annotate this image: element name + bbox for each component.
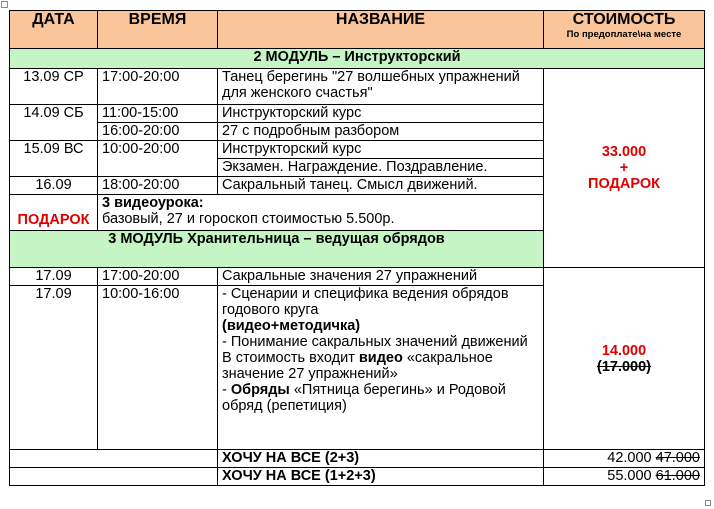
module2-title-row — [10, 49, 705, 69]
module2-price: 33.000 — [601, 144, 647, 160]
time-cell: 10:00-16:00 — [98, 286, 218, 450]
total-old-price: 47.000 — [655, 450, 700, 466]
name-cell: Сакральный танец. Смысл движений. — [218, 177, 544, 195]
empty-cell — [10, 450, 218, 468]
total-price-cell — [544, 450, 705, 468]
date-cell: 16.09 — [10, 177, 98, 195]
name-cell: Экзамен. Награждение. Поздравление. — [218, 159, 544, 177]
time-cell: 17:00-20:00 — [98, 69, 218, 105]
date-text: 14.09 СБ — [23, 105, 84, 121]
date-cell: 17.09 — [10, 268, 98, 286]
time-cell: 10:00-20:00 — [98, 141, 218, 177]
total-label: ХОЧУ НА ВСЕ (2+3) — [218, 450, 544, 468]
time-cell: 16:00-20:00 — [98, 123, 218, 141]
gift-description-cell — [98, 195, 544, 231]
total-row — [10, 450, 705, 468]
rituals-bold: Обряды — [230, 382, 290, 398]
module3-title: 3 МОДУЛЬ Хранительница – ведущая обрядов — [10, 231, 544, 268]
module3-old-price: (17.000) — [596, 358, 651, 375]
module2-price-cell — [544, 69, 705, 268]
header-cost-cell — [544, 11, 705, 49]
name-cell: Танец берегинь "27 волшебных упражнений для женского счастья" — [218, 69, 544, 105]
meaning-text: - Понимание сакральных значений движений — [222, 334, 528, 350]
date-cell: 15.09 ВС — [10, 141, 98, 177]
module2-price-plus: + — [619, 160, 629, 176]
module2-title: 2 МОДУЛЬ – Инструкторский — [10, 49, 705, 69]
header-date: ДАТА — [10, 11, 98, 49]
date-cell: 17.09 — [10, 286, 98, 450]
header-time: ВРЕМЯ — [98, 11, 218, 49]
name-cell: Сакральные значения 27 упражнений — [218, 268, 544, 286]
gift-text: базовый, 27 и гороскоп стоимостью 5.500р. — [102, 211, 395, 227]
schedule-table — [9, 10, 705, 486]
time-cell: 11:00-15:00 — [98, 105, 218, 123]
total-old-price: 61.000 — [655, 468, 700, 484]
date-cell — [10, 105, 98, 141]
module3-price: 14.000 — [601, 342, 647, 359]
total-price: 55.000 — [607, 468, 652, 484]
name-cell — [218, 286, 544, 450]
total-label: ХОЧУ НА ВСЕ (1+2+3) — [218, 468, 544, 486]
resize-handle-icon[interactable] — [705, 500, 711, 506]
included-video: видео — [358, 350, 403, 366]
table-row — [10, 69, 705, 105]
name-cell: Инструкторский курс — [218, 105, 544, 123]
rituals-dash: - — [222, 382, 231, 398]
total-price-cell — [544, 468, 705, 486]
module2-price-gift: ПОДАРОК — [588, 176, 660, 192]
name-cell: 27 с подробным разбором — [218, 123, 544, 141]
module3-price-cell — [544, 268, 705, 450]
total-price: 42.000 — [607, 450, 652, 466]
table-anchor-icon[interactable] — [1, 1, 8, 8]
scenario-text: - Сценарии и специфика ведения обрядов годового круга — [222, 286, 509, 318]
date-cell: 13.09 СР — [10, 69, 98, 105]
time-cell: 18:00-20:00 — [98, 177, 218, 195]
rituals-suffix: «Пятница берегинь» и Родовой обряд (репетиция) — [222, 382, 506, 414]
empty-cell — [10, 468, 218, 486]
rituals-text — [222, 382, 539, 414]
total-row — [10, 468, 705, 486]
header-name: НАЗВАНИЕ — [218, 11, 544, 49]
included-text — [222, 350, 539, 382]
header-cost: СТОИМОСТЬ — [572, 11, 676, 28]
header-row — [10, 11, 705, 49]
included-prefix: В стоимость входит — [222, 350, 359, 366]
video-manual-text: (видео+методичка) — [222, 318, 361, 334]
gift-title: 3 видеоурока: — [102, 195, 204, 211]
header-cost-subtitle: По предоплате\на месте — [566, 29, 682, 40]
time-cell: 17:00-20:00 — [98, 268, 218, 286]
name-cell: Инструкторский курс — [218, 141, 544, 159]
table-row — [10, 268, 705, 286]
gift-label: ПОДАРОК — [10, 195, 98, 231]
included-suffix: «сакральное значение 27 упражнений» — [222, 350, 493, 382]
